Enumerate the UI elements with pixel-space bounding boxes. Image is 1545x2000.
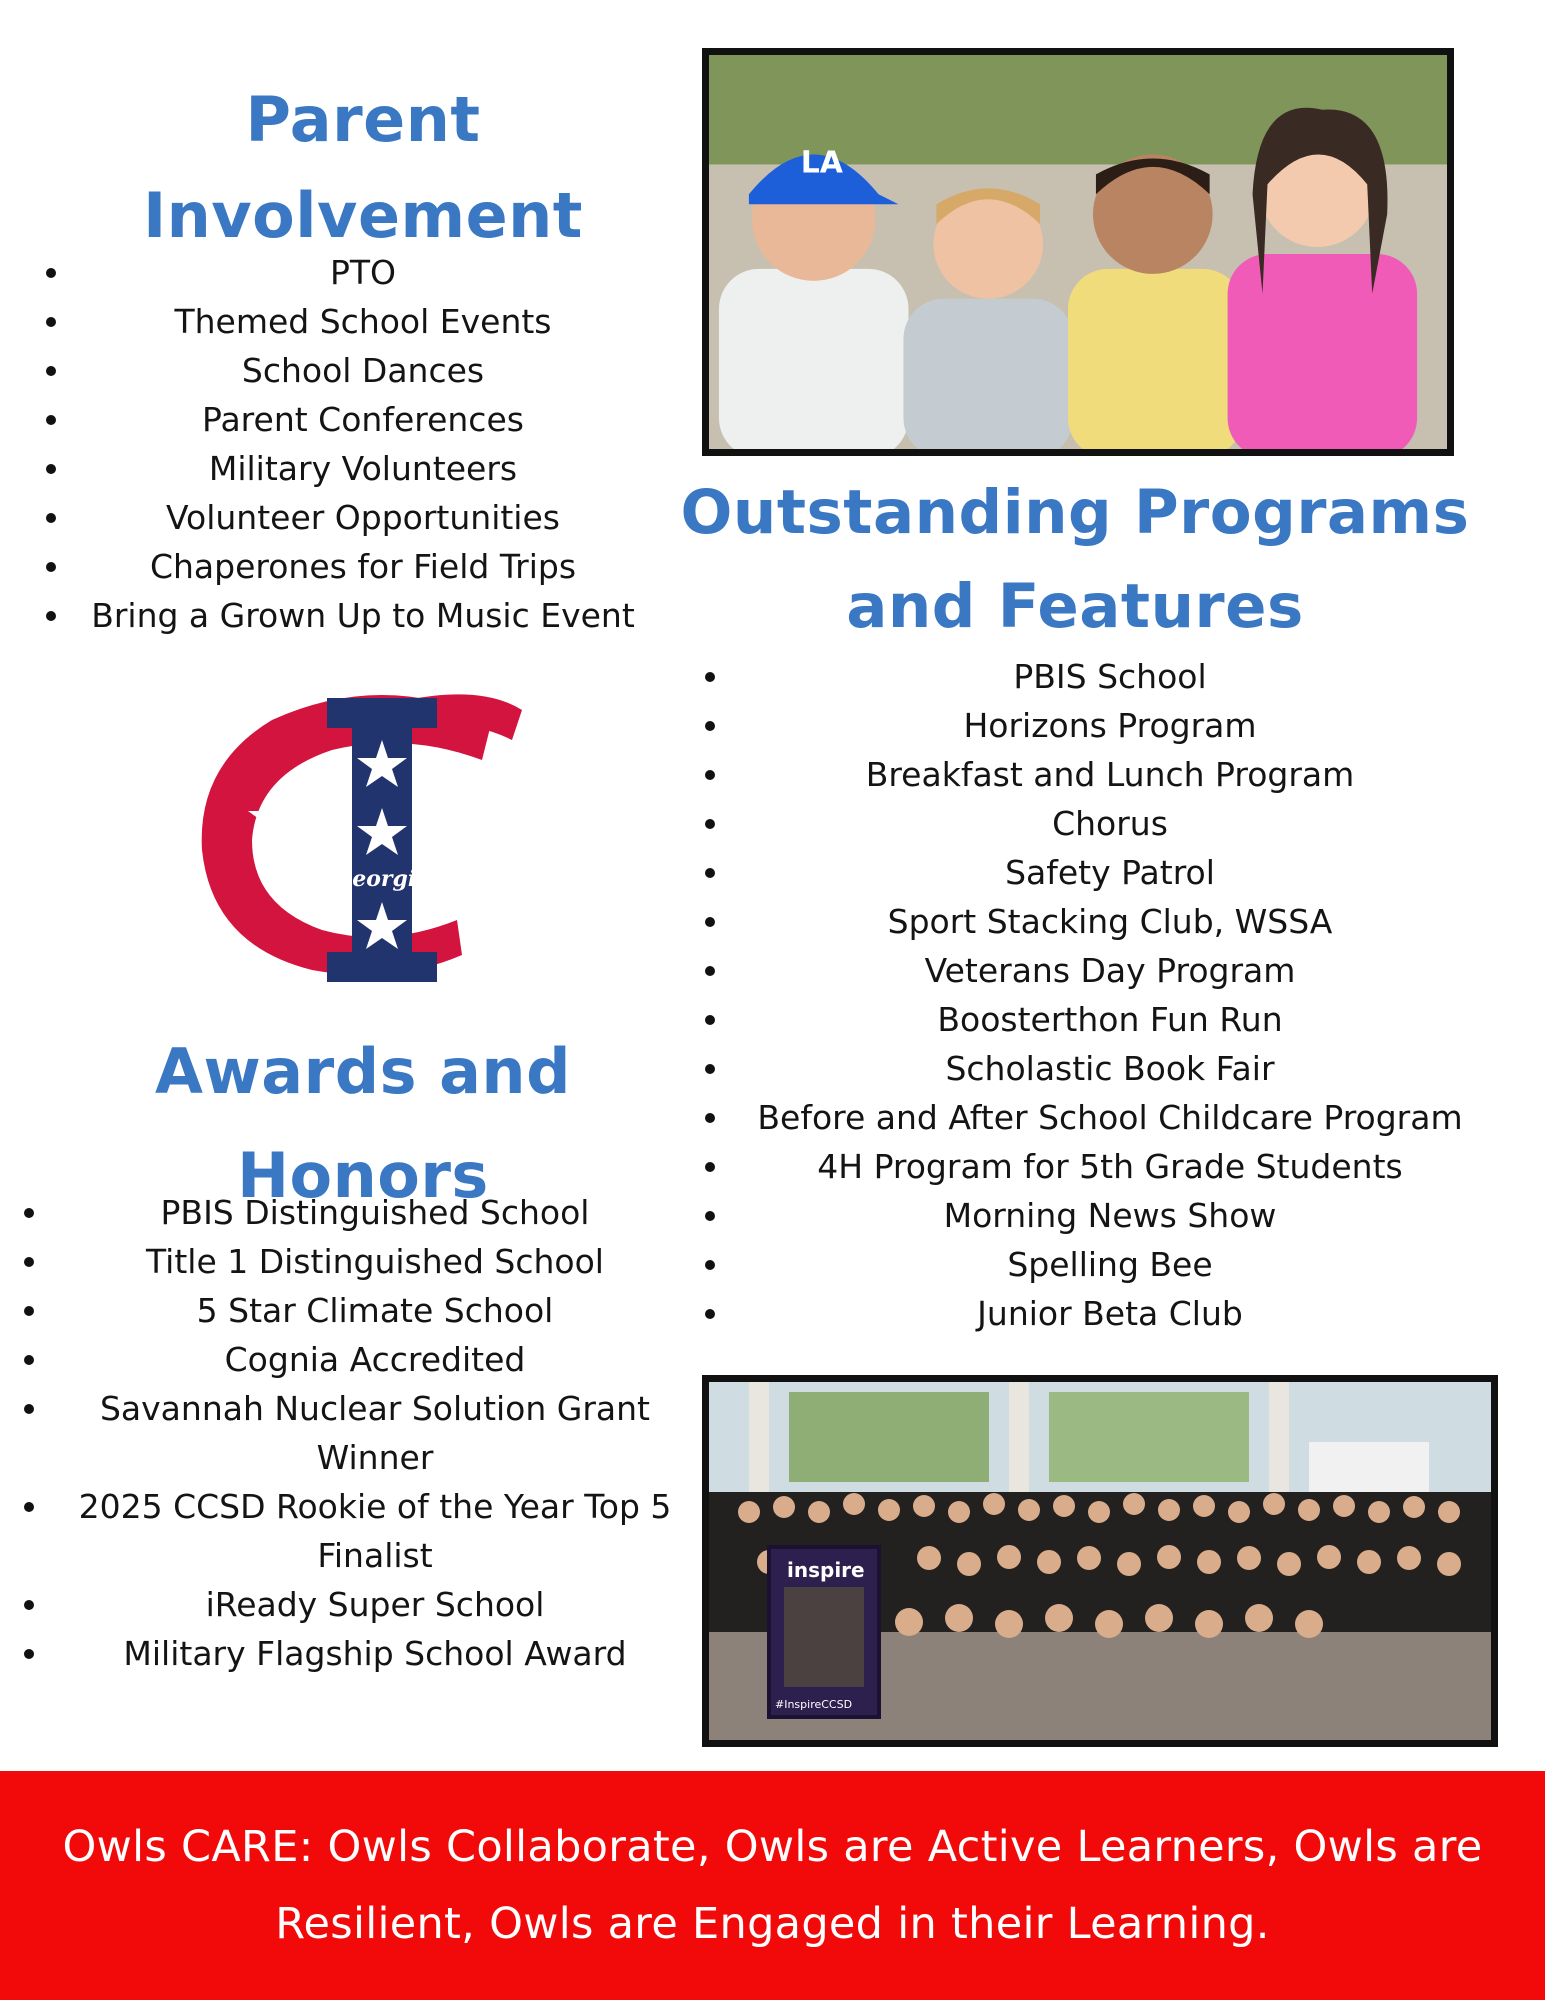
list-item: Title 1 Distinguished School bbox=[18, 1237, 682, 1286]
owls-care-banner bbox=[0, 1771, 1545, 2000]
list-item: Veterans Day Program bbox=[690, 946, 1490, 995]
list-item: 2025 CCSD Rookie of the Year Top 5 Finalist bbox=[18, 1482, 682, 1580]
list-item: Junior Beta Club bbox=[690, 1289, 1490, 1338]
list-item: Sport Stacking Club, WSSA bbox=[690, 897, 1490, 946]
programs-heading bbox=[660, 466, 1490, 654]
parent-involvement-heading-line1: Parent bbox=[245, 83, 481, 156]
cap-logo-text: LA bbox=[800, 145, 843, 181]
list-item: Scholastic Book Fair bbox=[690, 1044, 1490, 1093]
list-item: Military Volunteers bbox=[40, 444, 646, 493]
list-item: PTO bbox=[40, 248, 646, 297]
parent-involvement-list bbox=[40, 248, 646, 640]
school-logo-graphic bbox=[192, 680, 532, 998]
list-item: Breakfast and Lunch Program bbox=[690, 750, 1490, 799]
list-item: Parent Conferences bbox=[40, 395, 646, 444]
programs-heading-line2: and Features bbox=[846, 571, 1304, 642]
inspire-sign-text: inspire bbox=[787, 1558, 865, 1582]
awards-heading-line1: Awards and bbox=[155, 1035, 571, 1108]
list-item: Morning News Show bbox=[690, 1191, 1490, 1240]
programs-list bbox=[690, 652, 1490, 1338]
students-photo bbox=[702, 48, 1454, 456]
list-item: Boosterthon Fun Run bbox=[690, 995, 1490, 1044]
list-item: 4H Program for 5th Grade Students bbox=[690, 1142, 1490, 1191]
list-item: Volunteer Opportunities bbox=[40, 493, 646, 542]
parent-involvement-heading-line2: Involvement bbox=[143, 179, 583, 252]
list-item: Safety Patrol bbox=[690, 848, 1490, 897]
list-item: Chaperones for Field Trips bbox=[40, 542, 646, 591]
list-item: Before and After School Childcare Program bbox=[690, 1093, 1490, 1142]
staff-group-photo bbox=[702, 1375, 1498, 1747]
logo-georgia-text: Georgia bbox=[333, 866, 431, 892]
list-item: Themed School Events bbox=[40, 297, 646, 346]
list-item: PBIS Distinguished School bbox=[18, 1188, 682, 1237]
list-item: Military Flagship School Award bbox=[18, 1629, 682, 1678]
list-item: PBIS School bbox=[690, 652, 1490, 701]
awards-list bbox=[18, 1188, 682, 1678]
list-item: iReady Super School bbox=[18, 1580, 682, 1629]
list-item: Savannah Nuclear Solution Grant Winner bbox=[18, 1384, 682, 1482]
list-item: Spelling Bee bbox=[690, 1240, 1490, 1289]
list-item: School Dances bbox=[40, 346, 646, 395]
students-photo-illustration bbox=[709, 55, 1447, 449]
list-item: Horizons Program bbox=[690, 701, 1490, 750]
list-item: Bring a Grown Up to Music Event bbox=[40, 591, 646, 640]
awards-heading-line2: Honors bbox=[237, 1139, 489, 1212]
programs-heading-line1: Outstanding Programs bbox=[680, 477, 1470, 548]
owls-care-text: Owls CARE: Owls Collaborate, Owls are Active Learners, Owls are Resilient, Owls are Engaged in their Learning. bbox=[62, 1821, 1483, 1949]
parent-involvement-heading bbox=[60, 72, 666, 264]
list-item: Chorus bbox=[690, 799, 1490, 848]
inspire-hashtag-text: #InspireCCSD bbox=[775, 1698, 853, 1711]
list-item: 5 Star Climate School bbox=[18, 1286, 682, 1335]
list-item: Cognia Accredited bbox=[18, 1335, 682, 1384]
staff-photo-illustration bbox=[709, 1382, 1491, 1740]
school-logo bbox=[192, 680, 532, 998]
